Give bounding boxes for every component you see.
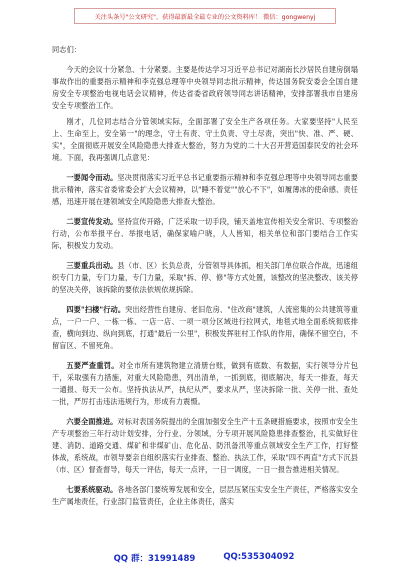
section-body: 对全市所有建筑物建立清册台账，做到有底数、有数据，实行领导分片包干，采取强有力措施，对重大风险隐患，列出清单，一抓到底，彻底解决，每天一排查，每天一通报、每天一公布。坚持执法从严，执纪从严，要求从严，坚决拆除一批、关停一批、查处一批，严厉打击违法违规行为，形成有力震慑。 [52,361,358,406]
section-paragraph [52,360,358,408]
section-heading: 四要"扫楼"行动。 [66,305,126,314]
section-heading: 一要闻令而动。 [66,173,118,182]
section-paragraph [52,172,358,208]
section-heading: 三要重兵出动。 [66,261,118,270]
section-paragraph [52,416,358,476]
section-paragraph [52,484,358,508]
section-heading: 二要宣传发动。 [66,217,118,226]
promo-banner: 关注头条号"公文研究"，获得最新最全最专业的公文资料库！ 微信：gongwenyj [74,8,336,24]
section-body: 县（市、区）长负总责，分管领导具体抓，相关部门单位联合作战，迅速组织专门力量，专门力量，专门力量，采取"拆、停、修"等方式处置，该整改的坚决整改、该关停的坚决关停，该拆除的要依法依规依规拆除。 [52,261,358,294]
document-body [52,44,358,512]
section-heading: 七要系统驱动。 [66,485,118,494]
section-body: 突出经营性自建房、老旧危房、"住改商"建筑，人流密集的公共建筑等重点，一户一户、一栋一栋、一店一店、一项一项分区域进行拉网式，地毯式地全面系统彻底排查，横向到边、纵向到底，打通"最后一公里"，积极发挥驻村工作队的作用，确保不留空白，不留盲区、不留死角。 [52,305,359,350]
contact-footer [0,552,408,566]
section-paragraph [52,304,358,352]
section-body: 对标对表国务院提出的全面加强安全生产十五条硬措施要求，按照市安全生产专项整治三年行动计划安排，分行业、分领域，分专项开展风险隐患排查整治，扎实做好住建、消防、道路交通、煤矿和非煤矿山、危化品、防汛备汛等重点领域安全生产工作，打好整体战，系统战，市领导要亲自组织落实行业排查、整治、执法工作，采取"四不两直"方式下沉县（市、区）督查督导，每天一评估，每天一点评，一日一调度，一日一报告推进相关情况。 [52,417,358,474]
greeting: 同志们： [52,45,82,54]
section-body: 坚决贯彻落实习近平总书记重要指示精神和李克强总理等中央领导同志重要批示精神，落实省委常委会扩大会议精神，以"睡不着觉""放心不下"，如履薄冰的使命感、责任感，迅速开展在建领域安全风险隐患大排查大整治。 [52,173,358,206]
section-paragraph [52,216,358,252]
section-heading: 五要严查重罚。 [66,361,119,370]
intro-paragraph: 刚才，几位同志结合分管领域实际，全面部署了安全生产各项任务。大家要坚持"人民至上、生命至上，安全第一"的理念，守土有责、守土负责、守土尽责，突出"快、准、严、硬、实"，全面彻底开展安全风险隐患大排查大整治，努力为党的二十大召开营造国泰民安的社会环境。下面，我再强调几点意见： [52,117,358,162]
section-paragraph [52,260,358,296]
qq-group-number: QQ 群：31991489 [113,554,196,564]
section-body: 坚持宣传开路，广泛采取一切手段，铺天盖地宣传相关安全常识、专项整治行动，公布举报平台、举报电话，确保家喻户晓，人人皆知，相关单位和部门要结合工作实际，积极发力发动。 [52,217,358,250]
section-heading: 六要全面推进。 [66,417,118,426]
section-body: 各地各部门要统筹发展和安全，层层压紧压实安全生产责任，严格落实安全生产属地责任，行业部门监管责任，企业主体责任，落实 [52,485,358,506]
intro-paragraph: 今天的会议十分紧急、十分紧要。主要是传达学习习近平总书记对湖南长沙居民自建房倒塌事故作出的重要指示精神和李克强总理等中央领导同志批示精神，传达国务院安委会全国自建房安全专项整治电视电话会议精神，传达省委省政府领导同志讲话精神，安排部署我市自建房安全专项整治工作。 [52,65,358,110]
qq-number: QQ:535304092 [223,552,295,562]
